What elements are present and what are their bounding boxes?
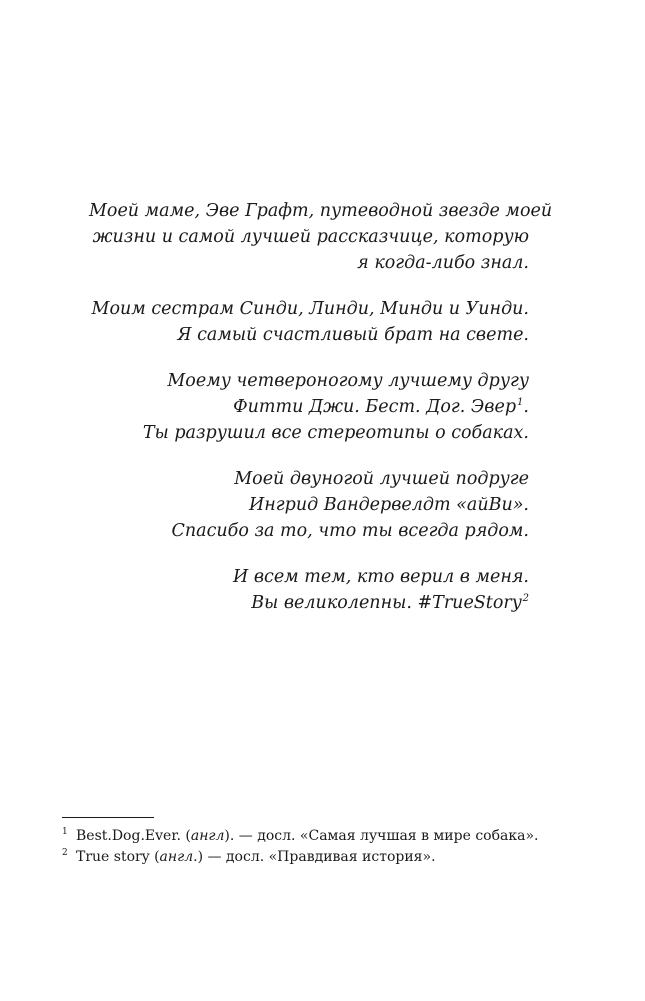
footnote-separator-rule xyxy=(62,817,154,818)
footnote-reference: 1 xyxy=(517,397,524,409)
dedication-line: Моей двуногой лучшей подруге xyxy=(234,469,529,489)
footnote-lang: англ. xyxy=(159,849,198,865)
dedication-line-with-footnote xyxy=(89,590,529,616)
dedication-line-with-footnote xyxy=(89,394,529,420)
footnote-term: True story xyxy=(76,849,150,865)
dedication-line: Спасибо за то, что ты всегда рядом. xyxy=(171,521,529,541)
footnote-lang-open: ( xyxy=(185,828,191,844)
footnote-lang-close: ) xyxy=(197,849,204,865)
footnote-item: 2 True story (англ.) — досл. «Правдивая история». xyxy=(62,848,436,865)
footnote-term: Best.Dog.Ever. xyxy=(76,828,181,844)
dedication-line-text: Вы великолепны. #TrueStory xyxy=(251,593,522,613)
dedication-line: Моим сестрам Синди, Линди, Минди и Уинди. xyxy=(91,299,529,319)
dedication-stanza-sisters xyxy=(89,296,529,348)
dedication-stanza-believers xyxy=(89,564,529,616)
dedication-line-tail: . xyxy=(523,397,529,417)
dedication-line: я когда-либо знал. xyxy=(357,253,529,273)
dedication-line-text: Фитти Джи. Бест. Дог. Эвер xyxy=(233,397,517,417)
footnotes-block xyxy=(62,826,582,868)
dedication-line: Моему четвероногому лучшему другу xyxy=(167,371,529,391)
dedication-line: Ты разрушил все стереотипы о собаках. xyxy=(142,423,529,443)
footnote-translation: — досл. «Правдивая история». xyxy=(203,849,436,865)
footnote-translation: — досл. «Самая лучшая в мире собака». xyxy=(234,828,539,844)
dedication-line: Моей маме, Эве Графт, путеводной звезде моей xyxy=(89,201,553,221)
footnote-reference: 2 xyxy=(522,593,529,605)
dedication-stanza-mother xyxy=(89,198,553,276)
footnote-lang-open: ( xyxy=(154,849,160,865)
dedication-block xyxy=(89,198,553,636)
dedication-line: И всем тем, кто верил в меня. xyxy=(233,567,529,587)
dedication-line: жизни и самой лучшей рассказчице, которую xyxy=(92,227,529,247)
dedication-stanza-dog xyxy=(89,368,529,446)
footnote-item: 1 Best.Dog.Ever. (англ). — досл. «Самая лучшая в мире собака». xyxy=(62,827,539,844)
dedication-line: Ингрид Вандервелдт «айВи». xyxy=(249,495,529,515)
footnote-lang: англ xyxy=(190,828,225,844)
dedication-stanza-friend xyxy=(89,466,529,544)
footnote-lang-close: ). xyxy=(224,828,235,844)
dedication-line: Я самый счастливый брат на свете. xyxy=(177,325,529,345)
